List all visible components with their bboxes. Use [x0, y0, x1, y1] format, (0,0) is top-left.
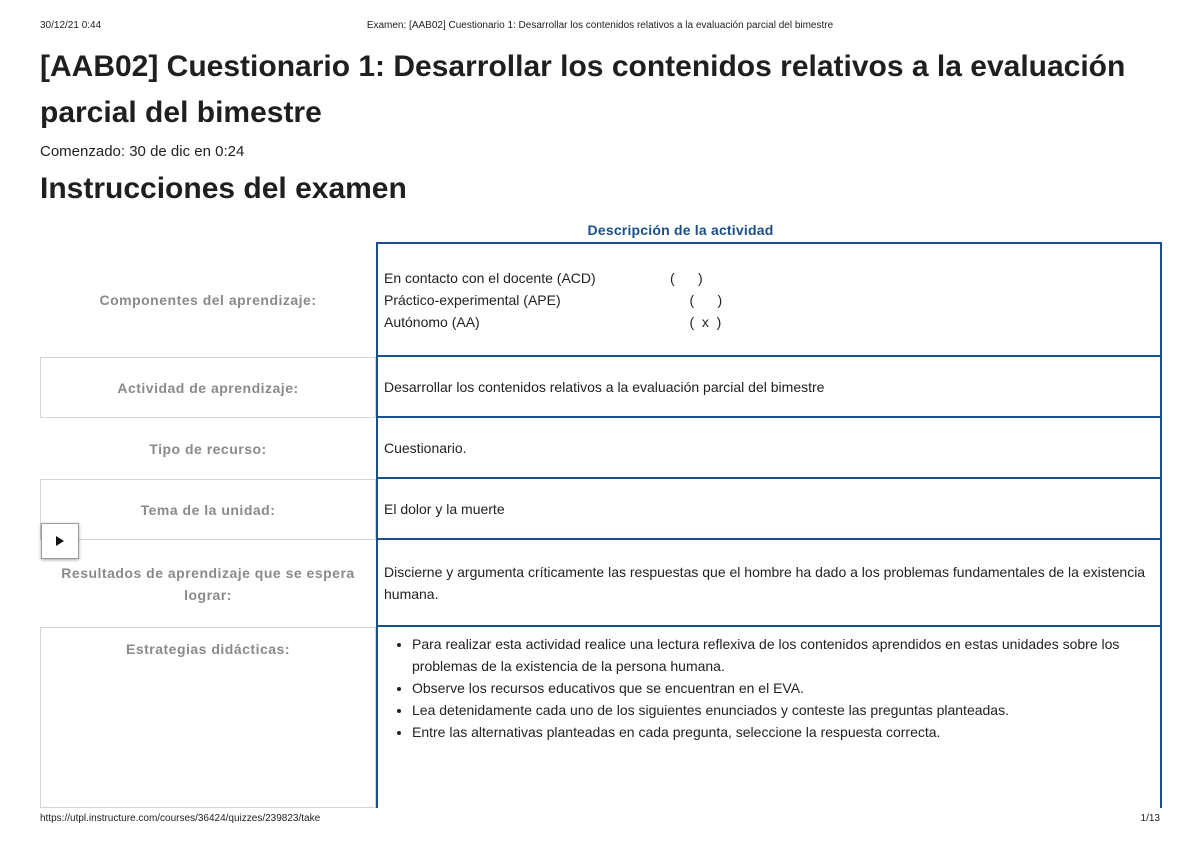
print-document-title: Examen: [AAB02] Cuestionario 1: Desarrollar los contenidos relativos a la evaluación parcial del bimestre	[366, 20, 834, 31]
list-item: • Lea detenidamente cada uno de los siguientes enunciados y conteste las preguntas planteadas.	[412, 699, 1154, 721]
component-acd	[384, 267, 722, 289]
activity-value: Desarrollar los contenidos relativos a la evaluación parcial del bimestre	[376, 357, 1162, 418]
print-date: 30/12/21 0:44	[40, 20, 102, 31]
started-timestamp: Comenzado: 30 de dic en 0:24	[40, 143, 245, 160]
row-results	[40, 540, 1162, 627]
topic-label: Tema de la unidad:	[40, 479, 376, 540]
strategies-label: Estrategias didácticas:	[40, 627, 376, 808]
print-header	[40, 20, 1160, 34]
print-url: https://utpl.instructure.com/courses/36424/quizzes/239823/take	[40, 813, 321, 824]
component-mark: ( )	[670, 269, 703, 286]
row-components	[40, 242, 1162, 357]
component-name: En contacto con el docente (ACD)	[384, 269, 596, 286]
row-resource	[40, 418, 1162, 479]
strategies-list	[384, 633, 1154, 743]
print-page-number: 1/13	[1140, 813, 1160, 824]
component-mark: ( )	[670, 291, 723, 308]
instructions-title: Instrucciones del examen	[40, 172, 407, 205]
resource-label: Tipo de recurso:	[149, 440, 267, 457]
component-ape	[384, 289, 722, 311]
topic-value: El dolor y la muerte	[376, 479, 1162, 540]
activity-description-table	[40, 242, 1162, 808]
resource-value: Cuestionario.	[376, 418, 1162, 479]
component-aa	[384, 311, 722, 333]
components-value	[376, 242, 1162, 357]
play-icon	[56, 536, 64, 546]
results-label: Resultados de aprendizaje que se espera lograr:	[61, 564, 355, 603]
activity-description-heading: Descripción de la actividad	[587, 222, 774, 238]
components-list	[384, 267, 722, 333]
strategies-value	[376, 627, 1162, 808]
list-item: • Entre las alternativas planteadas en cada pregunta, seleccione la respuesta correcta.	[412, 721, 1154, 743]
component-name: Autónomo (AA)	[384, 313, 480, 330]
list-item: • Observe los recursos educativos que se encuentran en el EVA.	[412, 677, 1154, 699]
row-activity	[40, 357, 1162, 418]
row-topic	[40, 479, 1162, 540]
row-strategies	[40, 627, 1162, 808]
list-item: • Para realizar esta actividad realice una lectura reflexiva de los contenidos aprendidos en estas unidades sobre los problemas de la existencia de la persona humana.	[412, 633, 1154, 677]
activity-label: Actividad de aprendizaje:	[40, 357, 376, 418]
print-footer	[40, 813, 1160, 827]
component-mark: ( x )	[670, 313, 722, 330]
components-label: Componentes del aprendizaje:	[99, 291, 317, 308]
play-button[interactable]	[41, 523, 79, 559]
component-name: Práctico-experimental (APE)	[384, 291, 561, 308]
results-value: Discierne y argumenta críticamente las respuestas que el hombre ha dado a los problemas fundamentales de la existencia humana.	[376, 540, 1162, 627]
page-title: [AAB02] Cuestionario 1: Desarrollar los contenidos relativos a la evaluación parcial del bimestre	[40, 50, 1126, 129]
